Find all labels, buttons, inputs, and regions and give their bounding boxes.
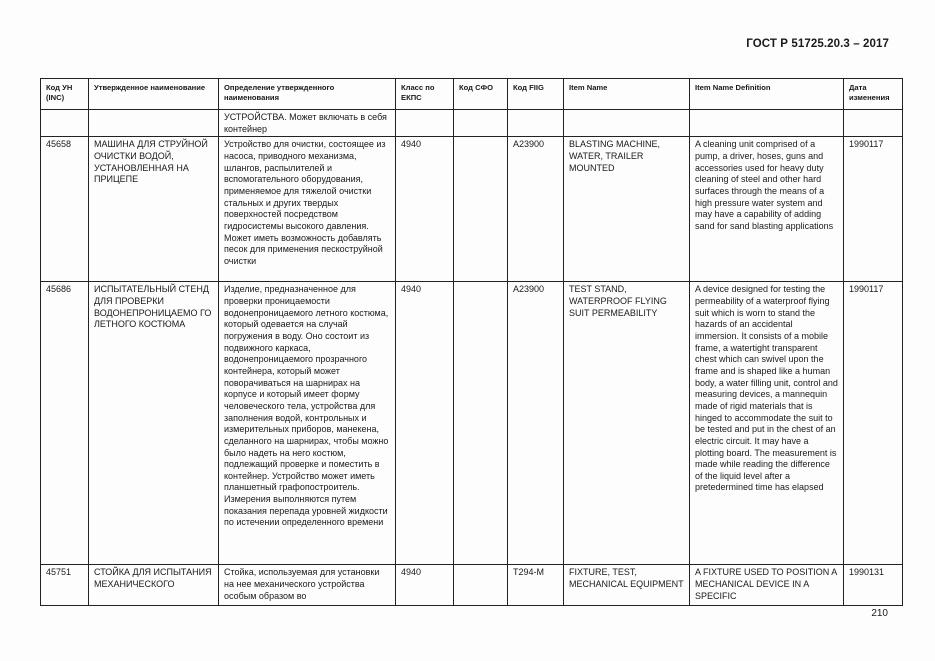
cell-item-def [690, 110, 844, 137]
cell-item-name: FIXTURE, TEST, MECHANICAL EQUIPMENT [564, 565, 690, 606]
cell-inc: 45751 [41, 565, 89, 606]
cell-name [89, 110, 219, 137]
table-row [41, 137, 903, 282]
cell-date: 1990117 [844, 282, 903, 565]
cell-name: СТОЙКА ДЛЯ ИСПЫТАНИЯ МЕХАНИЧЕСКОГО [89, 565, 219, 606]
cell-definition: УСТРОЙСТВА. Может включать в себя контейнер [219, 110, 396, 137]
table-row [41, 110, 903, 137]
col-header-definition: Определение утвержденного наименования [219, 79, 396, 110]
cell-item-def: A cleaning unit comprised of a pump, a driver, hoses, guns and accessories used for heavy duty cleaning of steel and other hard surfaces through the means of a high pressure water system and may have a capability of adding sand for sand blasting applications [690, 137, 844, 282]
col-header-inc: Код УН (INC) [41, 79, 89, 110]
cell-fiig: A23900 [508, 137, 564, 282]
cell-inc: 45686 [41, 282, 89, 565]
cell-class: 4940 [396, 282, 454, 565]
col-header-item-name: Item Name [564, 79, 690, 110]
cell-item-name [564, 110, 690, 137]
cell-item-name: TEST STAND, WATERPROOF FLYING SUIT PERMEABILITY [564, 282, 690, 565]
col-header-fiig: Код FIIG [508, 79, 564, 110]
cell-inc: 45658 [41, 137, 89, 282]
cell-item-def: A FIXTURE USED TO POSITION A MECHANICAL DEVICE IN A SPECIFIC [690, 565, 844, 606]
cell-item-def: A device designed for testing the permeability of a waterproof flying suit which is worn to stand the hazards of an accidental immersion. It consists of a mobile frame, a watertight transparent chest which can swivel upon the frame and is shaped like a human body, a water filling unit, control and measuring devices, a mannequin made of rigid materials that is hinged to accommodate the suit to be tested and put in the chest of an electric circuit. It may have a plotting board. The measurement is made while reading the difference of the liquid level after a pretedermined time has elapsed [690, 282, 844, 565]
col-header-sfo: Код СФО [454, 79, 508, 110]
cell-fiig: T294-M [508, 565, 564, 606]
cell-sfo [454, 282, 508, 565]
cell-class [396, 110, 454, 137]
header-row [41, 79, 903, 110]
cell-definition: Изделие, предназначенное для проверки проницаемости водонепроницаемого летного костюма, который одевается на случай погружения в воду. Оно состоит из подвижного каркаса, водонепроницаемого прозрачного контейнера, который может поворачиваться на шарнирах на корпусе и который имеет форму человеческого тела, устройства для заполнения водой, контрольных и измерительных приборов, манекена, сделанного на шарнирах, чтобы можно было надеть на него костюм, подлежащий проверке и поместить в контейнер. Устройство может иметь планшетный графопостроитель. Измерения выполняются путем показания перепада уровней жидкости по истечении определенного времени [219, 282, 396, 565]
cell-fiig [508, 110, 564, 137]
cell-class: 4940 [396, 137, 454, 282]
cell-date: 1990131 [844, 565, 903, 606]
cell-sfo [454, 565, 508, 606]
cell-class: 4940 [396, 565, 454, 606]
table-row [41, 565, 903, 606]
table-body [41, 110, 903, 606]
col-header-date: Дата изменения [844, 79, 903, 110]
table-row [41, 282, 903, 565]
cell-fiig: A23900 [508, 282, 564, 565]
page-number: 210 [871, 608, 888, 619]
cell-inc [41, 110, 89, 137]
document-code: ГОСТ Р 51725.20.3 – 2017 [746, 38, 889, 50]
cell-name: ИСПЫТАТЕЛЬНЫЙ СТЕНД ДЛЯ ПРОВЕРКИ ВОДОНЕПРОНИЦАЕМО ГО ЛЕТНОГО КОСТЮМА [89, 282, 219, 565]
cell-definition: Устройство для очистки, состоящее из насоса, приводного механизма, шлангов, распылителей и вспомогательного оборудования, применяемое для тяжелой очистки стальных и других твердых поверхностей посредством гидросистемы высокого давления. Может иметь возможность добавлять песок для применения пескоструйной очистки [219, 137, 396, 282]
cell-date: 1990117 [844, 137, 903, 282]
cell-item-name: BLASTING MACHINE, WATER, TRAILER MOUNTED [564, 137, 690, 282]
cell-definition: Стойка, используемая для установки на нее механического устройства особым образом во [219, 565, 396, 606]
cell-date [844, 110, 903, 137]
cell-sfo [454, 137, 508, 282]
cell-sfo [454, 110, 508, 137]
col-header-class: Класс по ЕКПС [396, 79, 454, 110]
table-header [41, 79, 903, 110]
col-header-name: Утвержденное наименование [89, 79, 219, 110]
cell-name: МАШИНА ДЛЯ СТРУЙНОЙ ОЧИСТКИ ВОДОЙ, УСТАНОВЛЕННАЯ НА ПРИЦЕПЕ [89, 137, 219, 282]
catalog-table [40, 78, 903, 606]
col-header-item-def: Item Name Definition [690, 79, 844, 110]
